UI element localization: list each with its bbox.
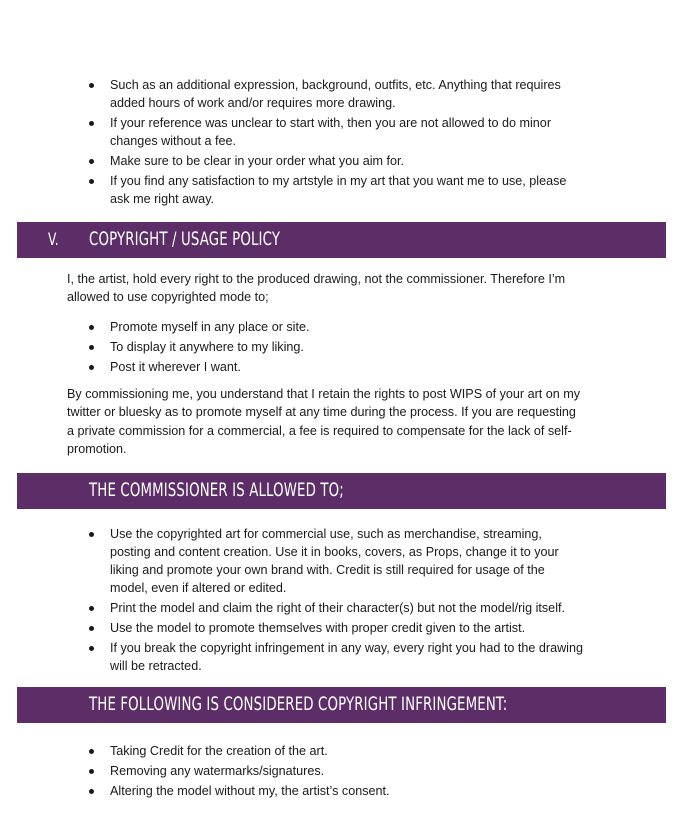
list-item: Taking Credit for the creation of the art. xyxy=(0,742,687,760)
list-item: If you break the copyright infringement in any way, every right you had to the drawing will be retracted. xyxy=(0,639,687,675)
list-item: Print the model and claim the right of their character(s) but not the model/rig itself. xyxy=(0,599,687,617)
list-item: Removing any watermarks/signatures. xyxy=(0,762,687,780)
list-item: If you find any satisfaction to my artstyle in my art that you want me to use, please ask me right away. xyxy=(0,172,687,208)
list-item: If your reference was unclear to start with, then you are not allowed to do minor changes without a fee. xyxy=(0,114,687,150)
list-item: Use the copyrighted art for commercial use, such as merchandise, streaming, posting and content creation. Use it in books, covers, as Props, change it to your liking and promote your own brand with. Credit is still required for usage of the model, even if altered or edited. xyxy=(0,525,687,597)
copyright-intro-paragraph: I, the artist, hold every right to the produced drawing, not the commissioner. Therefore I’m allowed to use copyrighted mode to; xyxy=(67,272,566,305)
infringement-list xyxy=(0,742,687,800)
list-item: To display it anywhere to my liking. xyxy=(0,338,687,356)
infringement-list-block xyxy=(0,742,687,802)
commissioner-allowed-list xyxy=(0,525,687,675)
section-banner-copyright-usage xyxy=(17,222,666,258)
list-item: Promote myself in any place or site. xyxy=(0,318,687,336)
section-heading: COPYRIGHT / USAGE POLICY xyxy=(89,229,281,250)
section-banner-commissioner-allowed xyxy=(17,473,666,509)
commissioner-allowed-list-block xyxy=(0,525,687,677)
top-bullet-list-block xyxy=(0,76,687,210)
section-heading: THE FOLLOWING IS CONSIDERED COPYRIGHT INFRINGEMENT: xyxy=(89,694,508,715)
list-item: Make sure to be clear in your order what you aim for. xyxy=(0,152,687,170)
list-item: Use the model to promote themselves with proper credit given to the artist. xyxy=(0,619,687,637)
copyright-usage-list xyxy=(0,318,687,376)
list-item: Altering the model without my, the artist’s consent. xyxy=(0,782,687,800)
section-numeral: V. xyxy=(48,230,59,250)
list-item: Such as an additional expression, background, outfits, etc. Anything that requires added hours of work and/or requires more drawing. xyxy=(0,76,687,112)
copyright-usage-list-block xyxy=(0,318,687,378)
section-banner-copyright-infringement xyxy=(17,687,666,723)
top-bullet-list xyxy=(0,76,687,208)
section-heading: THE COMMISSIONER IS ALLOWED TO; xyxy=(89,480,344,501)
list-item: Post it wherever I want. xyxy=(0,358,687,376)
copyright-outro-paragraph: By commissioning me, you understand that I retain the rights to post WIPS of your art on my twitter or bluesky as to promote myself at any time during the process. If you are requesting a private commission for a commercial, a fee is required to compensate for the lack of self- promotion. xyxy=(67,387,581,456)
